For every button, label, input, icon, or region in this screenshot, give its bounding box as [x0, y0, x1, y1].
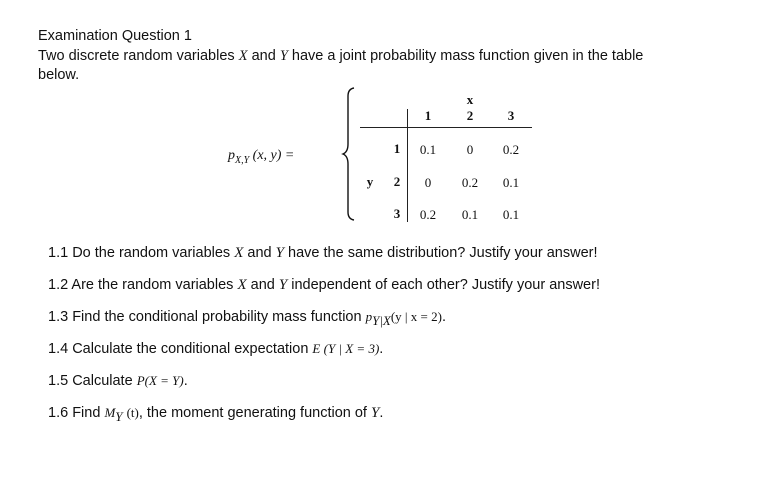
question-text: Are the random variables: [71, 277, 234, 293]
math-var-x: X: [237, 277, 247, 293]
question-end: .: [441, 309, 446, 325]
row-header-2: 2: [393, 174, 401, 189]
math-sub: Y: [115, 408, 123, 424]
math-expr: (y | x = 2): [390, 309, 442, 324]
pmf-p: p: [228, 148, 235, 163]
question-1-5: [48, 373, 188, 389]
row-variable-label: y: [366, 174, 374, 189]
question-text: and: [247, 245, 272, 261]
title-text: Examination Question 1: [38, 28, 192, 44]
row-header-3: 3: [393, 206, 401, 221]
question-text: , the moment generating function of: [138, 405, 367, 421]
question-number: 1.6: [48, 405, 69, 421]
column-header-3: 3: [507, 108, 515, 123]
table-cell: 0: [424, 175, 432, 190]
question-1-1: [48, 245, 598, 262]
table-cell: 0.1: [502, 207, 520, 222]
table-cell: 0: [466, 142, 474, 157]
table-cell: 0.2: [419, 207, 437, 222]
question-1-2: [48, 277, 600, 294]
question-end: .: [183, 373, 188, 389]
math-sub: Y|X: [372, 312, 391, 328]
pmf-label: [228, 148, 294, 166]
question-number: 1.3: [48, 309, 69, 325]
table-cell: 0.2: [502, 142, 520, 157]
question-text: have the same distribution? Justify your answer!: [288, 245, 598, 261]
math-expr: (t): [126, 405, 139, 420]
question-number: 1.5: [48, 373, 69, 389]
question-intro: [38, 47, 738, 85]
left-brace: [340, 86, 360, 222]
question-1-4: [48, 341, 383, 357]
table-horizontal-rule: [360, 127, 532, 128]
question-text: independent of each other? Justify your answer!: [291, 277, 600, 293]
question-number: 1.1: [48, 245, 69, 261]
pmf-args: (x, y) =: [252, 148, 295, 163]
question-end: .: [379, 341, 384, 357]
math-var-y: Y: [371, 405, 380, 421]
intro-text-c: have a joint probability mass function given in the table: [291, 48, 644, 64]
question-title: [38, 28, 192, 45]
math-var-y: Y: [278, 277, 288, 293]
question-1-3: [48, 309, 446, 329]
math-expr: E (Y | X = 3): [312, 341, 380, 356]
row-header-1: 1: [393, 141, 401, 156]
pmf-sub: X,Y: [235, 154, 250, 166]
table-cell: 0.1: [461, 207, 479, 222]
column-header-2: 2: [466, 108, 474, 123]
intro-var-x: X: [238, 48, 248, 64]
table-cell: 0.2: [461, 175, 479, 190]
math-p: p: [365, 309, 373, 324]
question-text: Find the conditional probability mass function: [72, 309, 362, 325]
intro-text-b: and: [251, 48, 276, 64]
math-expr: P(X = Y): [136, 373, 184, 388]
question-end: .: [379, 405, 384, 421]
table-cell: 0.1: [502, 175, 520, 190]
question-text: and: [250, 277, 275, 293]
math-var-y: Y: [275, 245, 284, 261]
question-number: 1.4: [48, 341, 69, 357]
question-text: Calculate the conditional expectation: [72, 341, 309, 357]
intro-text-a: Two discrete random variables: [38, 48, 235, 64]
math-var-x: X: [234, 245, 244, 261]
question-text: Calculate: [72, 373, 133, 389]
math-m: M: [104, 405, 116, 420]
question-text: Find: [72, 405, 101, 421]
table-cell: 0.1: [419, 142, 437, 157]
column-header-1: 1: [424, 108, 432, 123]
question-text: Do the random variables: [72, 245, 231, 261]
column-variable-label: x: [466, 92, 474, 107]
intro-text-d: below.: [38, 67, 80, 83]
intro-var-y: Y: [279, 48, 288, 64]
table-vertical-rule: [407, 109, 408, 222]
question-number: 1.2: [48, 277, 69, 293]
question-1-6: [48, 405, 383, 425]
